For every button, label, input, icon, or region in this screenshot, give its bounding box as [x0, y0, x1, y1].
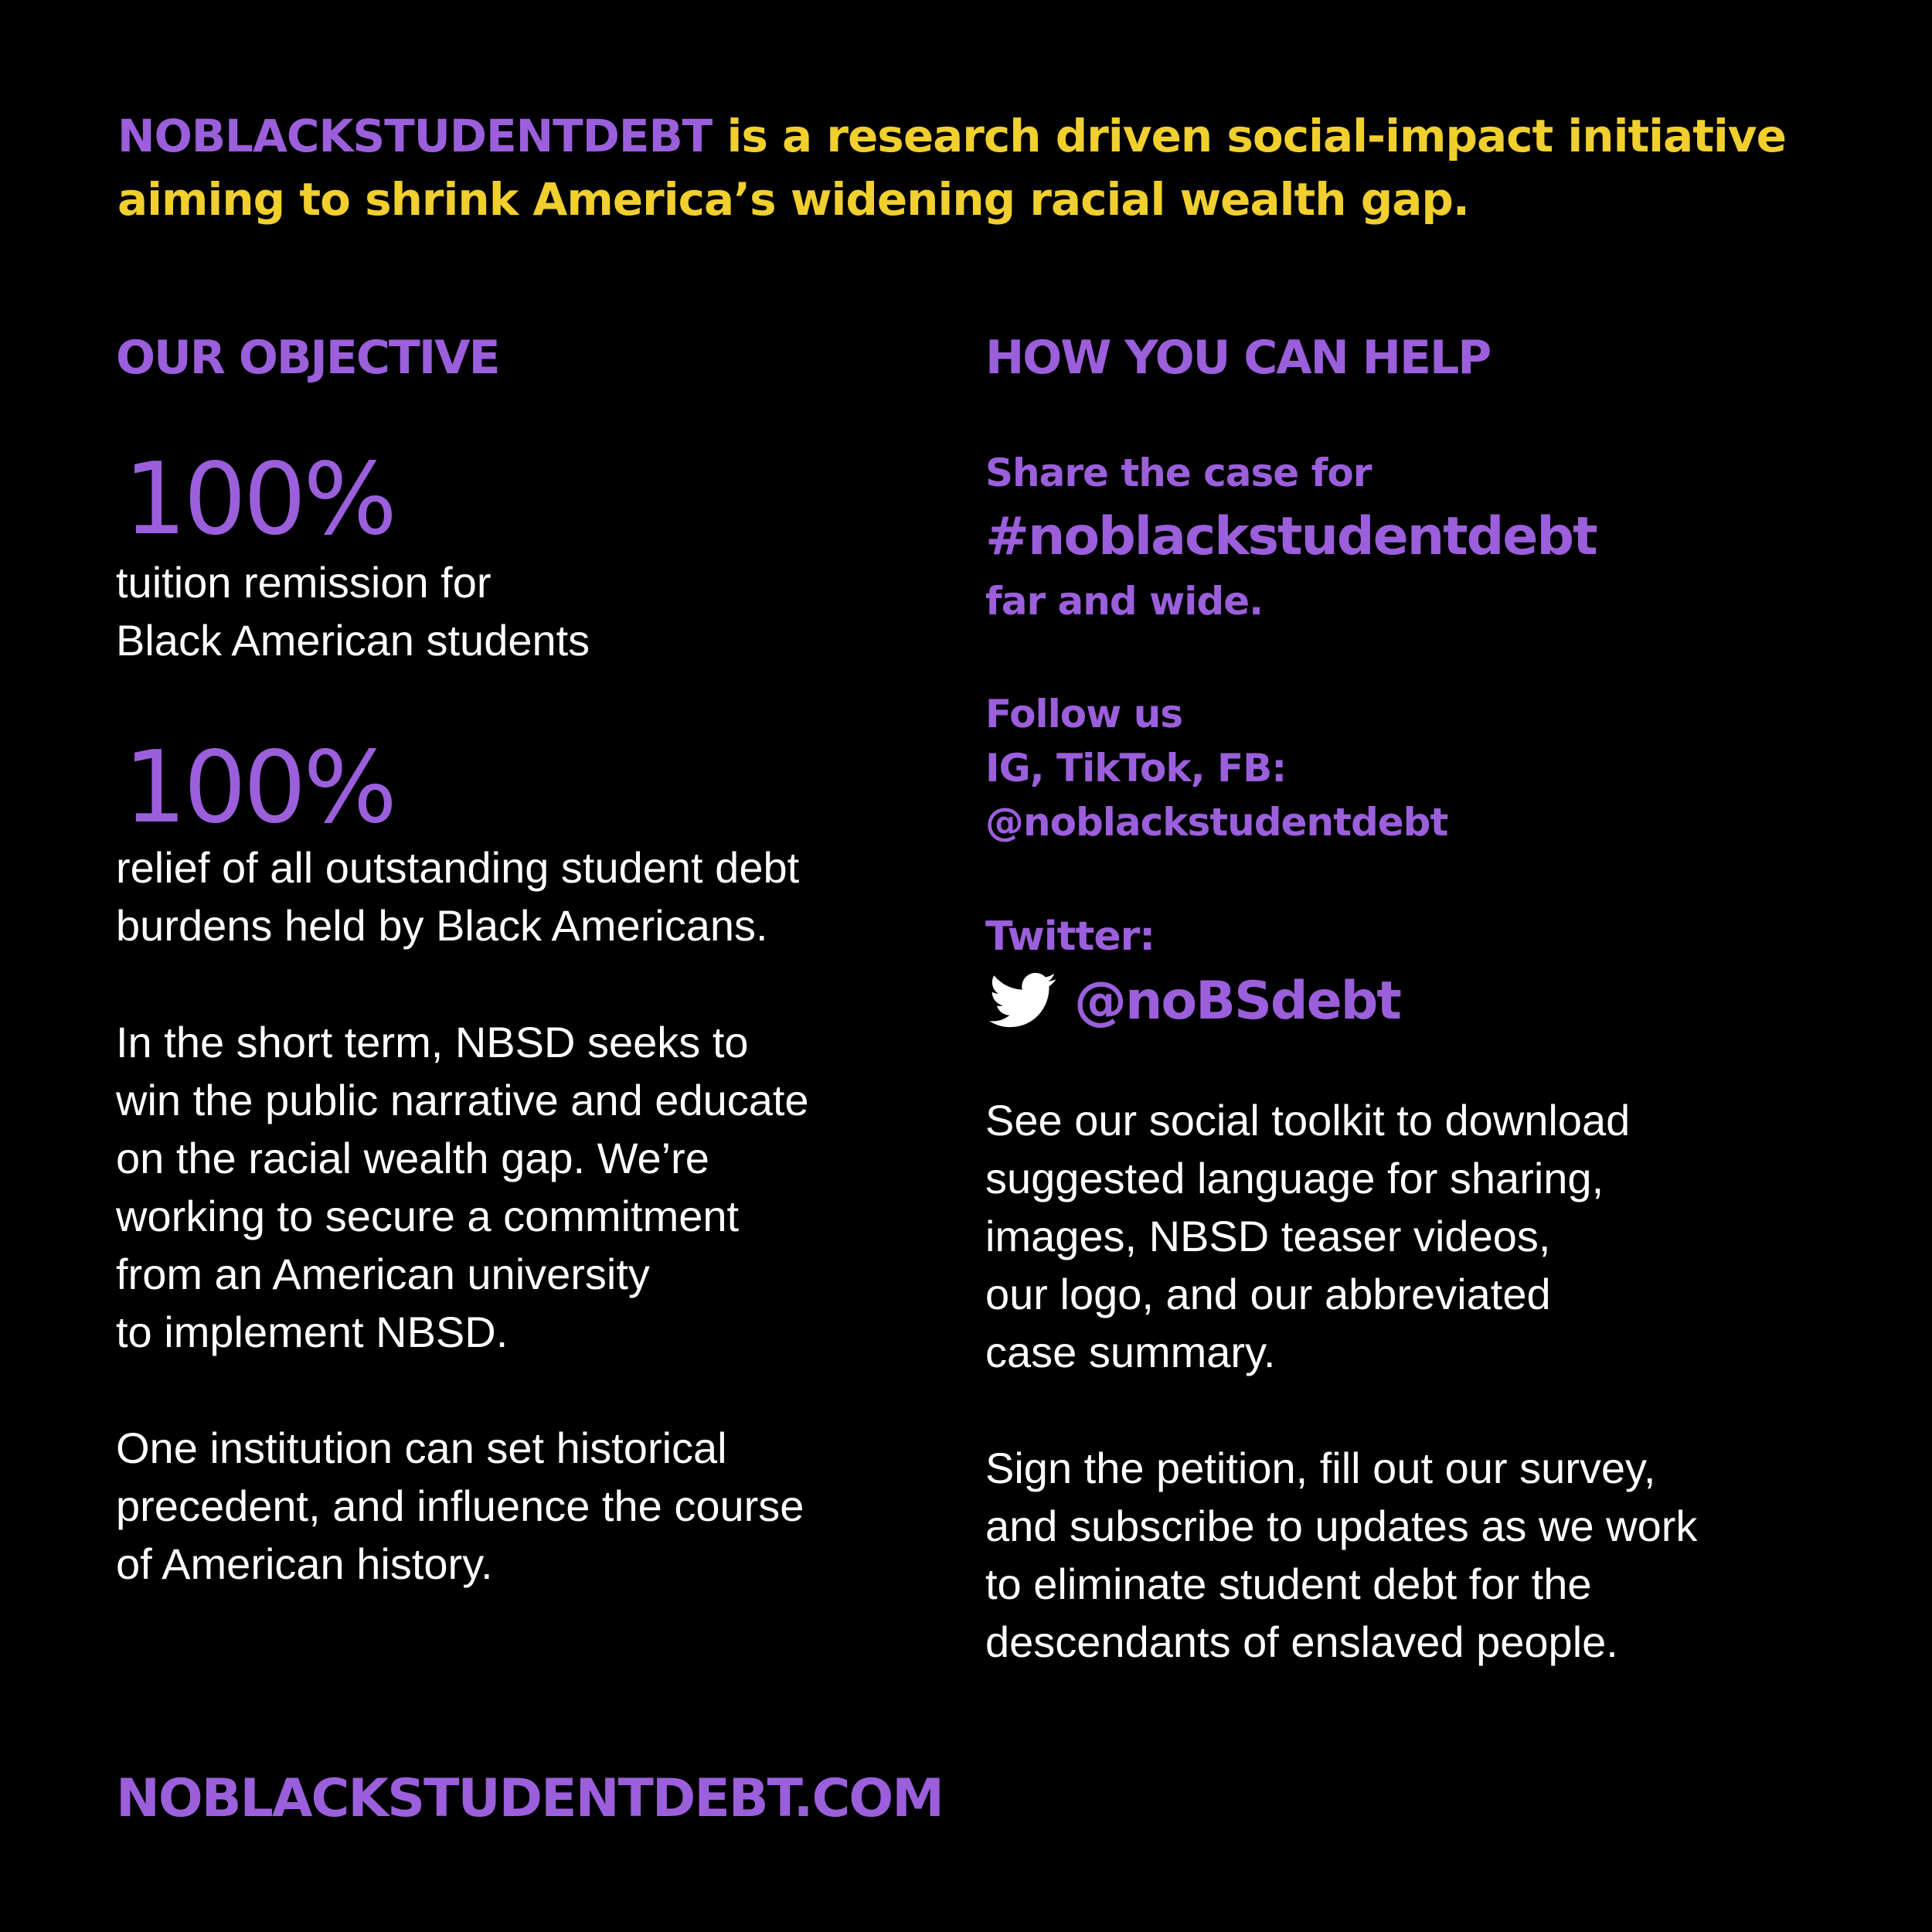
petition-paragraph: Sign the petition, fill out our survey, and subscribe to updates as we work to eliminate student debt for the descendants of enslaved people. — [985, 1444, 1698, 1666]
stat-tuition-description: tuition remission for Black American students — [116, 558, 590, 665]
short-term-paragraph: In the short term, NBSD seeks to win the public narrative and educate on the racial wealth gap. We’re working to secure a commitment from an American university to implement NBSD. — [116, 1018, 809, 1356]
follow-handle-link[interactable]: @noblackstudentdebt — [985, 800, 1448, 845]
intro-brand: NOBLACKSTUDENTDEBT — [117, 110, 713, 162]
twitter-row[interactable] — [989, 970, 1400, 1032]
intro-text: is a research driven social-impact initiative aiming to shrink America’s widening racial wealth gap. — [117, 110, 1786, 226]
objective-heading: OUR OBJECTIVE — [116, 331, 499, 385]
follow-us-label: Follow us — [985, 692, 1183, 736]
one-institution-paragraph: One institution can set historical precedent, and influence the course of American history. — [116, 1423, 804, 1588]
stat-tuition-value: 100% — [124, 442, 394, 557]
intro-statement — [117, 104, 1879, 231]
website-url-link[interactable]: NOBLACKSTUDENTDEBT.COM — [116, 1768, 943, 1829]
help-heading: HOW YOU CAN HELP — [985, 331, 1491, 385]
share-suffix: far and wide. — [985, 579, 1264, 624]
share-prefix: Share the case for — [985, 451, 1372, 495]
twitter-label: Twitter: — [985, 913, 1155, 960]
hashtag-link[interactable]: #noblackstudentdebt — [985, 506, 1597, 567]
twitter-bird-icon — [989, 971, 1057, 1030]
twitter-handle-link[interactable]: @noBSdebt — [1074, 970, 1400, 1032]
stat-relief-value: 100% — [124, 730, 394, 845]
follow-platforms: IG, TikTok, FB: — [985, 746, 1287, 791]
stat-relief-description: relief of all outstanding student debt burdens held by Black Americans. — [116, 843, 800, 950]
toolkit-paragraph: See our social toolkit to download suggested language for sharing, images, NBSD teaser videos, our logo, and our abbreviated case summary. — [985, 1096, 1631, 1376]
